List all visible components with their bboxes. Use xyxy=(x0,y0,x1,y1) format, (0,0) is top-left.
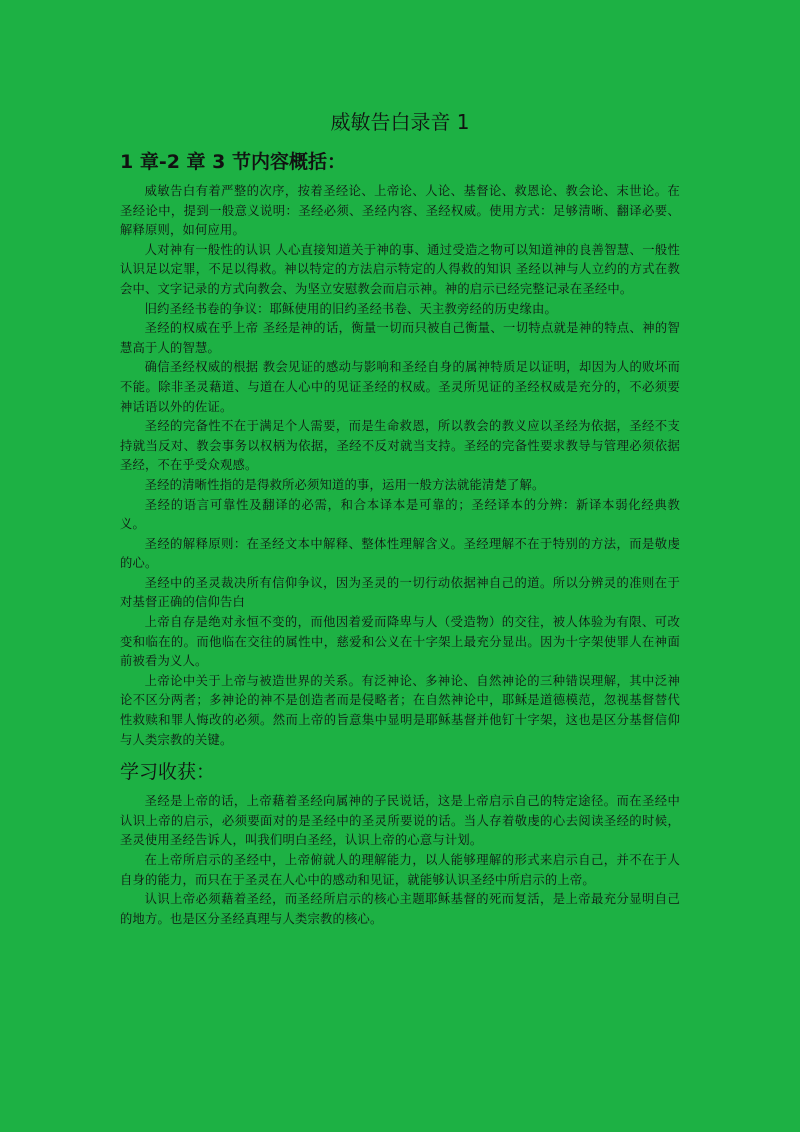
paragraph: 圣经的清晰性指的是得救所必须知道的事，运用一般方法就能清楚了解。 xyxy=(144,477,545,492)
document-body xyxy=(120,148,680,929)
paragraph: 圣经的完备性不在于满足个人需要，而是生命救恩，所以教会的教义应以圣经为依据，圣经不支持就当反对、教会事务以权柄为依据，圣经不反对就当支持。圣经的完备性要求教导与管理必须依据圣经，不在乎受众观感。 xyxy=(120,419,680,473)
section-heading-takeaways: 学习收获： xyxy=(120,761,216,784)
paragraph: 圣经的权威在乎上帝 圣经是神的话，衡量一切而只被自己衡量、一切特点就是神的特点、神的智慧高于人的智慧。 xyxy=(120,321,680,355)
paragraph: 圣经的解释原则：在圣经文本中解释、整体性理解含义。圣经理解不在于特别的方法，而是敬虔的心。 xyxy=(120,536,680,571)
section-gap xyxy=(120,750,680,758)
paragraph: 确信圣经权威的根据 教会见证的感动与影响和圣经自身的属神特质足以证明，却因为人的败坏而不能。除非圣灵藉道、与道在人心中的见证圣经的权威。圣灵所见证的圣经权威是充分的，不必须要神话语以外的佐证。 xyxy=(120,360,680,414)
paragraph: 圣经的语言可靠性及翻译的必需，和合本译本是可靠的；圣经译本的分辨：新译本弱化经典教义。 xyxy=(120,497,680,532)
paragraph: 圣经是上帝的话，上帝藉着圣经向属神的子民说话，这是上帝启示自己的特定途径。而在圣经中认识上帝的启示，必须要面对的是圣经中的圣灵所要说的话。当人存着敬虔的心去阅读圣经的时候，圣灵使用圣经告诉人，叫我们明白圣经，认识上帝的心意与计划。 xyxy=(120,794,680,848)
paragraph: 认识上帝必须藉着圣经，而圣经所启示的核心主题耶稣基督的死而复活，是上帝最充分显明自己的地方。也是区分圣经真理与人类宗教的核心。 xyxy=(120,892,680,926)
paragraph: 上帝自存是绝对永恒不变的，而他因着爱而降卑与人（受造物）的交往，被人体验为有限、可改变和临在的。而他临在交往的属性中，慈爱和公义在十字架上最充分显出。因为十字架使罪人在神面前被看为义人。 xyxy=(120,615,680,669)
document-title: 威敏告白录音 1 xyxy=(330,110,470,134)
paragraph: 人对神有一般性的认识 人心直接知道关于神的事、通过受造之物可以知道神的良善智慧、一般性认识足以定罪，不足以得救。神以特定的方法启示特定的人得救的知识 圣经以神与人立约的方式在教会中、文字记录的方式向教会、为坚立安慰教会而启示神。神的启示已经完整记录在圣经中。 xyxy=(120,242,680,296)
paragraph: 旧约圣经书卷的争议：耶稣使用的旧约圣经书卷、天主教旁经的历史缘由。 xyxy=(144,301,557,316)
paragraph: 在上帝所启示的圣经中，上帝俯就人的理解能力，以人能够理解的形式来启示自己，并不在于人自身的能力，而只在于圣灵在人心中的感动和见证，就能够认识圣经中所启示的上帝。 xyxy=(120,853,680,887)
paragraph: 威敏告白有着严整的次序，按着圣经论、上帝论、人论、基督论、救恩论、教会论、末世论。在圣经论中，提到一般意义说明：圣经必须、圣经内容、圣经权威。使用方式：足够清晰、翻译必要、解释原则，如何应用。 xyxy=(120,184,680,238)
paragraph: 圣经中的圣灵裁决所有信仰争议，因为圣灵的一切行动依据神自己的道。所以分辨灵的准则在于对基督正确的信仰告白 xyxy=(120,575,680,610)
paragraph: 上帝论中关于上帝与被造世界的关系。有泛神论、多神论、自然神论的三种错误理解，其中泛神论不区分两者；多神论的神不是创造者而是侵略者；在自然神论中，耶稣是道德模范，忽视基督替代性救赎和罪人悔改的必须。然而上帝的旨意集中显明是耶稣基督并他钉十字架，这也是区分基督信仰与人类宗教的关键。 xyxy=(120,673,680,747)
section-heading-summary: 1 章-2 章 3 节内容概括： xyxy=(120,151,347,173)
